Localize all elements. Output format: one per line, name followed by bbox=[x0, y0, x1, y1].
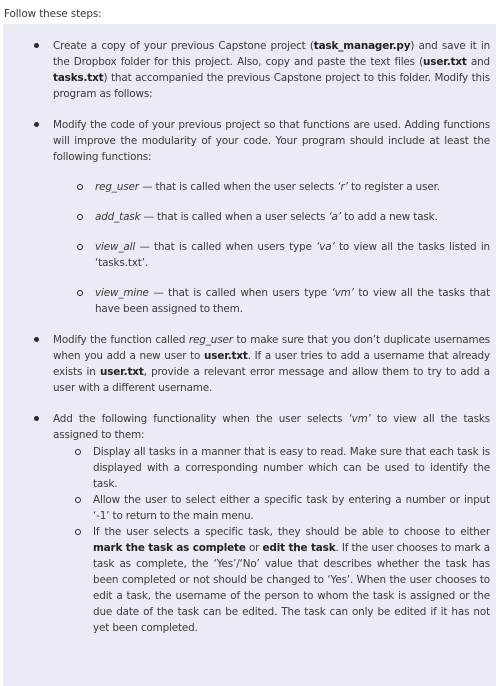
circle-bullet-icon bbox=[75, 497, 81, 503]
requirement-select-task: Allow the user to select either a specific task by entering a number or input ‘-1’ to return to the main menu. bbox=[53, 492, 490, 524]
step-add-functions: Modify the code of your previous project so that functions are used. Adding functions will improve the modularity of your code. Your program should include at least the following functions: reg_user — that is called when the user selects ‘r’ to register a user. add_task — that is called when a user selects ‘a’ to add a new task. view_all — that is called when users type ‘va’ to view all the tasks listed in ‘tasks.txt’. view_mine — that is called when users type ‘vm’ to view all the tasks that have been assigned to them. bbox=[3, 117, 490, 317]
filename-user-txt: user.txt bbox=[423, 56, 467, 68]
functions-list bbox=[53, 179, 490, 317]
step-view-mine-functionality: Add the following functionality when the user selects ‘vm’ to view all the tasks assigned to them: Display all tasks in a manner that is easy to read. Make sure that each task is displayed with a corresponding number which can be used to identify the task. Allow the user to select either a specific task by entering a number or input ‘-1’ to return to the main menu. If the user selects a specific task, they should be able to choose to either mark the task as complete or edit the task. If the user chooses to mark a task as complete, the ‘Yes’/‘No’ value that describes whether the task has been completed or not should be changed to ‘Yes’. When the user chooses to edit a task, the username of the person to whom the task is assigned or the due date of the task can be edited. The task can only be edited if it has not yet been completed. bbox=[3, 411, 490, 636]
requirement-complete-or-edit: If the user selects a specific task, they should be able to choose to either mark the task as complete or edit the task. If the user chooses to mark a task as complete, the ‘Yes’/‘No’ value that describes whether the task has been completed or not should be changed to ‘Yes’. When the user chooses to edit a task, the username of the person to whom the task is assigned or the due date of the task can be edited. The task can only be edited if it has not yet been completed. bbox=[53, 524, 490, 636]
bullet-icon bbox=[34, 122, 39, 127]
circle-bullet-icon bbox=[75, 449, 81, 455]
steps-list bbox=[3, 38, 490, 636]
requirement-display-tasks: Display all tasks in a manner that is easy to read. Make sure that each task is displayed with a corresponding number which can be used to identify the task. bbox=[53, 444, 490, 492]
circle-bullet-icon bbox=[77, 290, 83, 296]
instructions-panel bbox=[3, 24, 496, 686]
step-copy-project: Create a copy of your previous Capstone project (task_manager.py) and save it in the Dropbox folder for this project. Also, copy and paste the text files (user.txt and tasks.txt) that accompanied the previous Capstone project to this folder. Modify this program as follows: bbox=[3, 38, 490, 102]
function-add-task: add_task — that is called when a user selects ‘a’ to add a new task. bbox=[53, 209, 490, 225]
function-view-mine: view_mine — that is called when users type ‘vm’ to view all the tasks that have been assigned to them. bbox=[53, 285, 490, 317]
function-view-all: view_all — that is called when users type ‘va’ to view all the tasks listed in ‘tasks.txt’. bbox=[53, 239, 490, 271]
intro-text: Follow these steps: bbox=[4, 8, 102, 20]
circle-bullet-icon bbox=[77, 214, 83, 220]
circle-bullet-icon bbox=[75, 529, 81, 535]
bullet-icon bbox=[34, 416, 39, 421]
step-no-duplicate-users: Modify the function called reg_user to make sure that you don’t duplicate usernames when you add a new user to user.txt. If a user tries to add a username that already exists in user.txt, provide a relevant error message and allow them to try to add a user with a different username. bbox=[3, 332, 490, 396]
circle-bullet-icon bbox=[77, 244, 83, 250]
bullet-icon bbox=[34, 337, 39, 342]
filename-tasks-txt: tasks.txt bbox=[53, 72, 104, 84]
bullet-icon bbox=[34, 43, 39, 48]
function-reg-user: reg_user — that is called when the user selects ‘r’ to register a user. bbox=[53, 179, 490, 195]
view-mine-requirements bbox=[53, 444, 490, 636]
filename-task-manager: task_manager.py bbox=[313, 40, 411, 52]
circle-bullet-icon bbox=[77, 184, 83, 190]
